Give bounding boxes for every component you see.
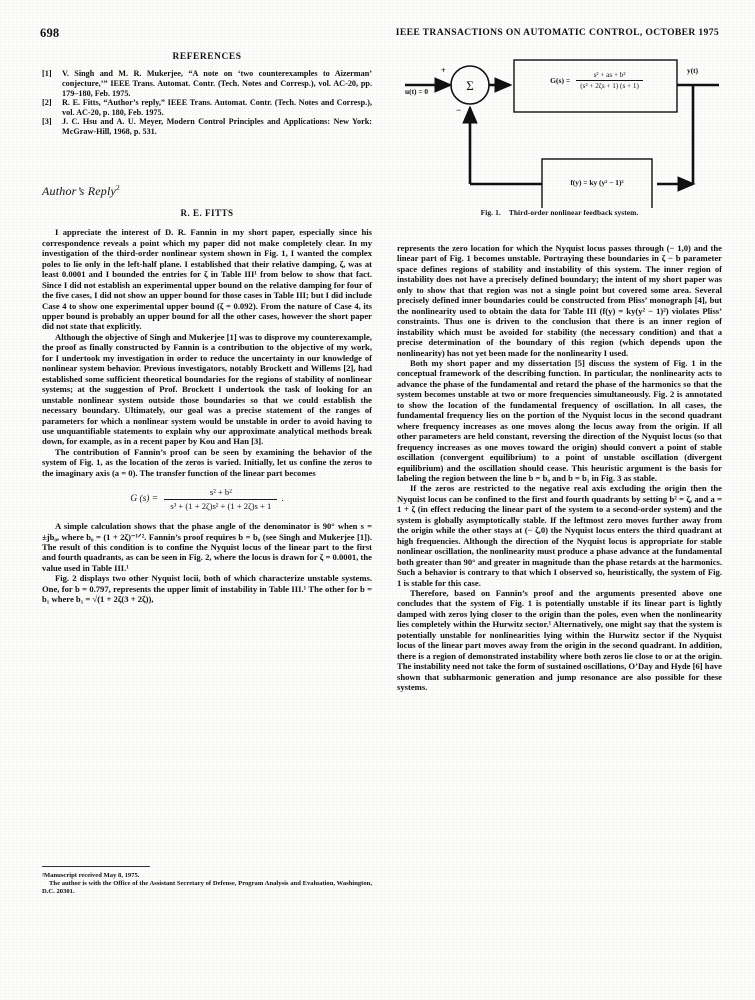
reference-item bbox=[42, 69, 372, 98]
figure-number: Fig. 1. bbox=[480, 208, 501, 217]
paragraph: I appreciate the interest of D. R. Fannin in my short paper, especially since his correspondence reveals a point which my paper did not make completely clear. In my investigation of the third-order nonlinear system shown in Fig. 1, I wanted the complex poles to lie only in the left-half plane. I established that their relative damping, ζ, was at least 0.0001 and I bounded the entries for ζ in Table III¹ from below to show that fact. Since I did not establish an experimental upper bound on the relative damping for four of the five cases, I did not show an upper bound for those cases in Table III; but I did include Case 4 to show one experimental upper bound (ζ = 0.092). From the nature of Case 4, its upper bound is probably an upper bound for all the other cases, however the short paper did not state that explicitly. bbox=[42, 227, 372, 332]
minus-sign-label: − bbox=[456, 105, 462, 115]
transfer-function-equation bbox=[42, 487, 372, 511]
section-title-text: Author’s Reply bbox=[42, 183, 117, 198]
equation-numerator: s² + b² bbox=[164, 487, 277, 499]
forward-block-lhs: G(s) = bbox=[550, 76, 571, 85]
output-label: y(t) bbox=[687, 66, 699, 75]
plus-sign-label: + bbox=[441, 66, 446, 75]
paragraph: Both my short paper and my dissertation [5] discuss the system of Fig. 1 in the conceptual framework of the describing function. In particular, the nonlinearity acts to advance the phase of the fundamental and retard the phase of the harmonics so that the system becomes unstable at two or more frequencies simultaneously. Fig. 2 is annotated to show the location of the fundamental frequency of oscillation. In all cases, the fundamental frequency lies on the portion of the Nyquist locus in the second quadrant where frequency increases as one moves along the locus away from the origin. If all other parameters are held constant, reversing the direction of the Nyquist locus (so that frequency increases as one moves toward the origin) should convert a point of stable oscillation (convergent equilibrium) to a point of unstable oscillation (divergent equilibrium) and the oscillation should cease. This heuristic argument is the basis for labeling the region between the line b = b₀ and b = b₁ in Fig. 3 as stable. bbox=[397, 357, 722, 483]
reference-number: [1] bbox=[42, 69, 52, 79]
section-title-footnote-marker: 2 bbox=[116, 182, 120, 192]
forward-block-content bbox=[519, 71, 674, 90]
input-label: u(t) = 0 bbox=[405, 87, 429, 96]
figure-1-block-diagram bbox=[397, 58, 722, 233]
paragraph: If the zeros are restricted to the negative real axis excluding the origin then the Nyquist locus can be confined to the first and fourth quadrants by setting b² = ζ, and a = 1 + ζ (in effect reducing the linear part of the system to a second-order system) and the system is globally asymptotically stable. If the leftmost zero moves further away from the origin while the other stays at (− ζ,0) the Nyquist locus enters the third quadrant at high frequencies. Although the direction of the Nyquist locus is appropriate for stable nonlinear oscillation, the nonlinearity must produce a phase advance at the fundamental both greater than 90° and greater in magnitude than the phase retards at the harmonics. Such a behavior is contrary to that which I observed so, heuristically, the system of Fig. 1 is stable for this case. bbox=[397, 483, 722, 588]
left-column bbox=[42, 52, 372, 605]
paragraph: Although the objective of Singh and Mukerjee [1] was to disprove my counterexample, the proof as finally constructed by Fannin is a contribution to the objective of my work, for I undertook my investigation in order to reduce the uncertainty in our knowledge of nonlinear system behavior. Previous investigators, notably Brockett and Willems [2], had established some sufficient theoretical boundaries for the regions of stability of nonlinear systems; at the suggestion of Prof. Brockett I undertook the task of looking for an unstable nonlinear system outside those boundaries so that we could establish the necessary boundary. Ultimately, our goal was a precise statement of the ranges of parameters for which a nonlinear system would be unstable in order to avoid having to use unquantifiable statements to explain why our approximate analytical methods break down, for example, as in a recent paper by Kou and Han [3]. bbox=[42, 331, 372, 447]
equation-trailing-punctuation: . bbox=[281, 493, 284, 504]
author-name: R. E. FITTS bbox=[180, 207, 234, 218]
paragraph: A simple calculation shows that the phase angle of the denominator is 90° when s = ±jb₀, where b₀ = (1 + 2ζ)⁻¹ᐟ². Fannin’s proof requires b = b₀ (see Singh and Mukerjee [1]). The result of this condition is to confine the Nyquist locus of the linear part to the first and fourth quadrants, as can be seen in Fig. 2, where the locus is drawn for ζ = 0.0001, the value used in Table III.¹ bbox=[42, 521, 372, 573]
forward-block-numerator: s² + as + b² bbox=[576, 71, 643, 81]
figure-caption bbox=[397, 208, 722, 217]
feedback-block-expression: f(y) = ky (y² − 1)² bbox=[570, 178, 624, 187]
running-head bbox=[40, 26, 719, 40]
page-number: 698 bbox=[40, 26, 60, 40]
footnote-line: ²Manuscript received May 8, 1975. bbox=[42, 872, 140, 879]
reference-item bbox=[42, 98, 372, 117]
footnote-separator bbox=[42, 866, 150, 867]
figure-caption-text: Third-order nonlinear feedback system. bbox=[508, 208, 639, 217]
paragraph: Therefore, based on Fannin’s proof and the arguments presented above one concludes that the system of Fig. 1 is potentially unstable if its linear part is lightly damped with zeros lying closer to the origin than the poles, even when the nonlinearity lies completely within the Hurwitz sector.¹ Alternatively, one might say that the system is potentially unstable for nonlinearities lying within the Hurwitz sector if the Nyquist locus of the linear part moves away from the origin in the second quadrant. In addition, there is a region of demonstrated instability where both zeros lie close to or at the origin. The instability need not take the form of sustained oscillations, O’Day and Hyde [6] have shown that subharmonic generation and jump resonance are also possible for these systems. bbox=[397, 587, 722, 693]
journal-title: IEEE TRANSACTIONS ON AUTOMATIC CONTROL, OCTOBER 1975 bbox=[395, 27, 719, 38]
paragraph: The contribution of Fannin’s proof can be seen by examining the behavior of the system of Fig. 1, as the location of the zeros is varied. Initially, let us confine the zeros to the imaginary axis (a = 0). The transfer function of the linear part becomes bbox=[42, 446, 372, 478]
footnote-line: The author is with the Office of the Assistant Secretary of Defense, Program Analysis and Evaluation, Washington, D.C. 20301. bbox=[42, 879, 372, 895]
forward-block-denominator: (s² + 2ζs + 1) (s + 1) bbox=[580, 82, 639, 90]
footnote-block bbox=[42, 872, 372, 895]
reference-text: V. Singh and M. R. Mukerjee, “A note on ‘two counterexamples to Aizerman’ conjecture,’” IEEE Trans. Automat. Contr. (Tech. Notes and Corresp.), vol. AC-20, pp. 179–180, Feb. 1975. bbox=[62, 69, 372, 98]
reference-item bbox=[42, 117, 372, 136]
reference-number: [3] bbox=[42, 117, 52, 127]
reference-text: J. C. Hsu and A. U. Meyer, Modern Control Principles and Applications: New York: McGraw-Hill, 1968, p. 531. bbox=[62, 117, 372, 136]
equation-denominator: s³ + (1 + 2ζ)s² + (1 + 2ζ)s + 1 bbox=[170, 500, 272, 511]
paragraph: represents the zero location for which the Nyquist locus passes through (− 1,0) and the linear part of Fig. 1 becomes unstable. Portraying these boundaries in ζ − b parameter space defines regions of stability and instability of this system. The inner region of instability does not have a precisely defined boundary; the intent of my short paper was only to show that that region was not a single point but covered some area. Several precisely defined inner boundaries could be constructed from Pliss’ monograph [4], but the nonlinearity used to obtain the data for Table III (f(y) = ky(y² − 1)²) violates Pliss’ constraints. Thus one is driven to the conclusion that there is an inner region of instability which must be avoided for stability (the necessary condition) and that a precise determination of the boundary of this region (which depends upon the nonlinearity) has not yet been made for the nonlinearity I used. bbox=[397, 243, 722, 358]
references-heading: REFERENCES bbox=[172, 52, 242, 62]
right-column bbox=[397, 243, 722, 692]
forward-block-fraction bbox=[576, 71, 643, 90]
summing-junction-symbol: Σ bbox=[466, 78, 474, 93]
paragraph: Fig. 2 displays two other Nyquist locii, both of which characterize unstable systems. One, for b = 0.797, represents the upper limit of instability in Table III.¹ The other for b = b₁ where b₁ = √(1 + 2ζ(3 + 2ζ)), bbox=[42, 573, 372, 605]
reference-text: R. E. Fitts, “Author’s reply,” IEEE Trans. Automat. Contr. (Tech. Notes and Corresp.), vol. AC-20, p. 180, Feb. 1975. bbox=[62, 98, 372, 117]
equation-lhs: G (s) = bbox=[130, 494, 159, 505]
reference-list bbox=[42, 69, 372, 136]
section-title-authors-reply bbox=[42, 183, 372, 196]
equation-fraction bbox=[164, 487, 277, 511]
reference-number: [2] bbox=[42, 98, 52, 108]
